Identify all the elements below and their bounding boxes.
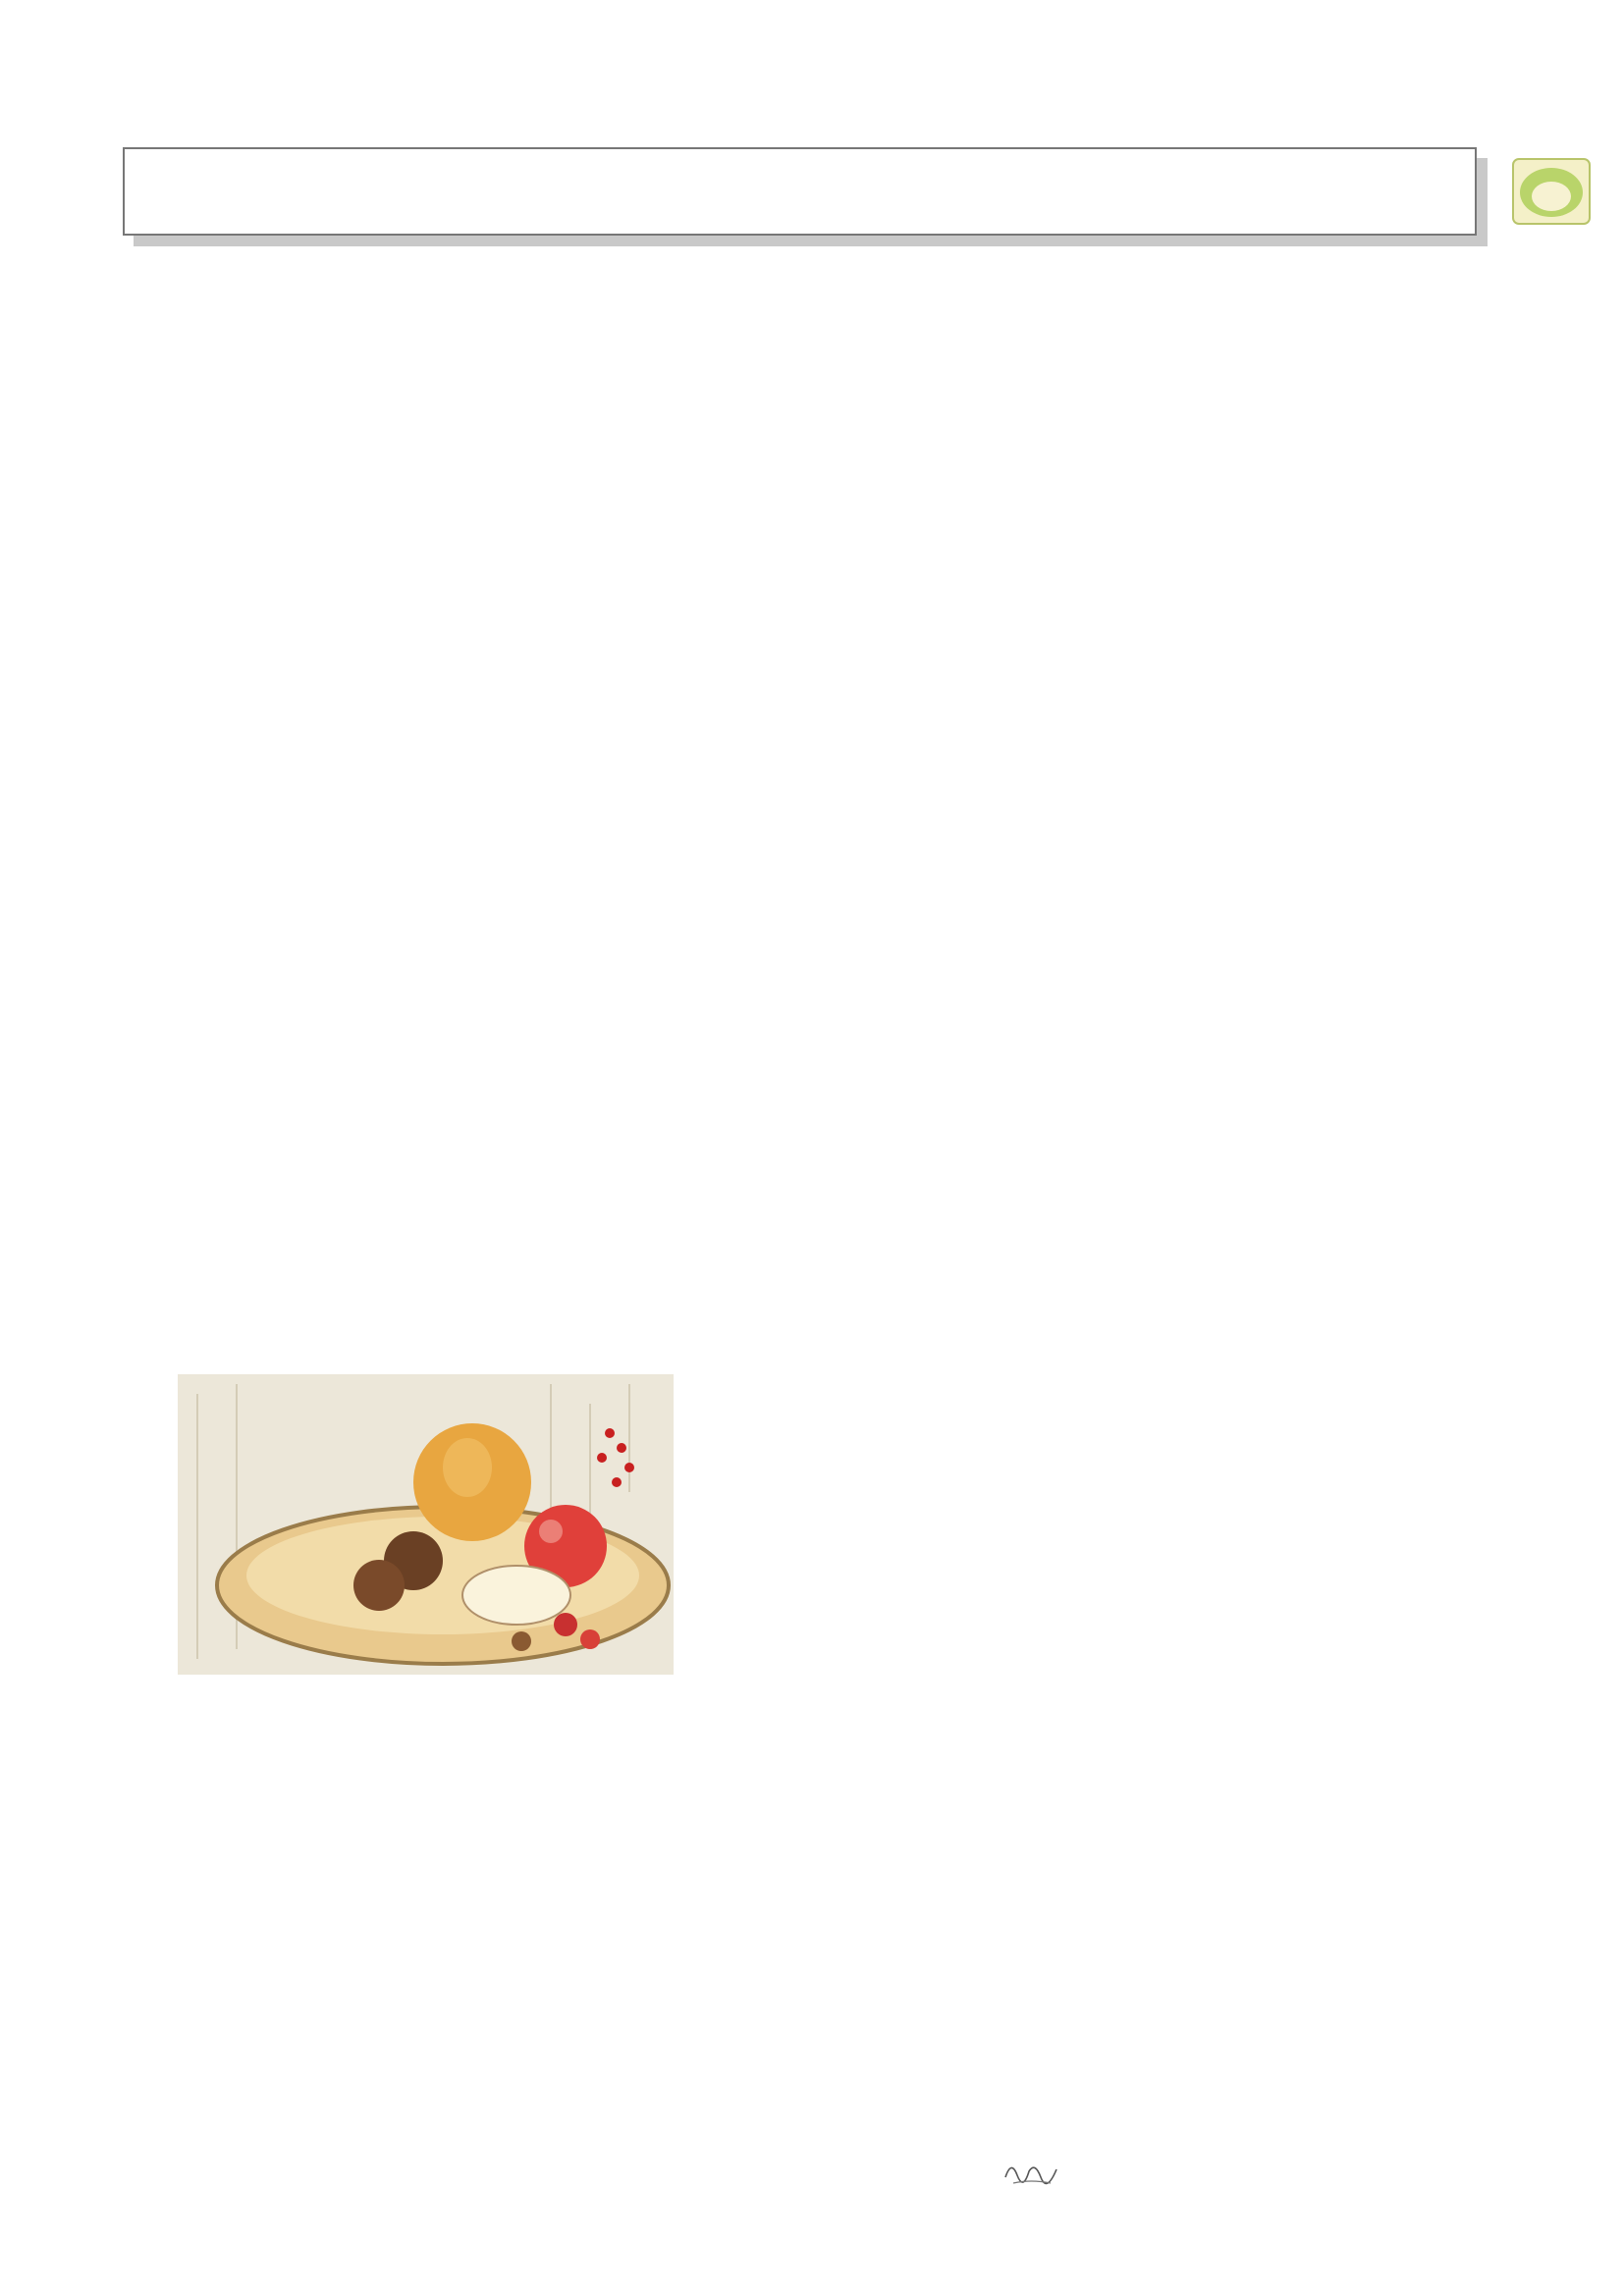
note-source [0,2059,1624,2089]
signature [1001,2154,1060,2189]
note-goal [0,2089,1624,2118]
page-title [125,149,1475,234]
notes [0,2030,1624,2148]
note-origin [0,2118,1624,2148]
logo [1511,157,1592,226]
holiday-illustration [178,1374,674,1675]
note-energy [0,2030,1624,2059]
title-box [123,147,1477,236]
